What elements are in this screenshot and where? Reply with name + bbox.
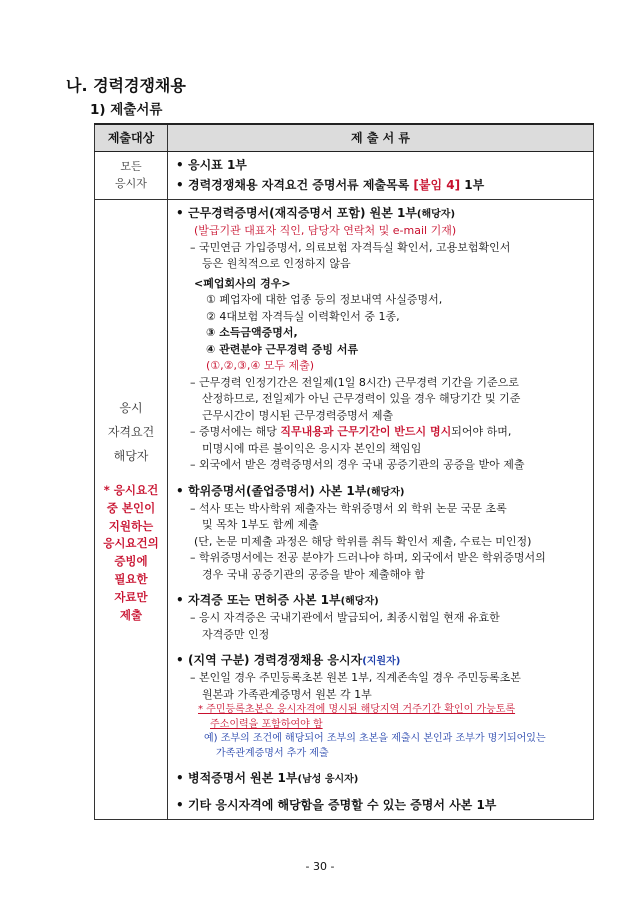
closed-item-3: ③ 소득금액증명서, — [206, 326, 298, 339]
target-note: * 응시요건 중 본인이 지원하는 응시요건의 증빙에 필요한 자료만 제출 — [103, 483, 159, 622]
docs-eligible — [168, 200, 594, 820]
degree-dash-1: – 석사 또는 박사학위 제출자는 학위증명서 외 학위 논문 국문 초록 및 목차 1부도 함께 제출 — [190, 501, 507, 531]
career-dash-4: – 외국에서 받은 경력증명서의 경우 국내 공증기관의 공증을 받아 제출 — [190, 458, 525, 471]
table-row — [95, 200, 594, 820]
closed-item-4: ④ 관련분야 근무경력 증빙 서류 — [206, 342, 359, 356]
career-dash-1: – 국민연금 가입증명서, 의료보험 자격득실 확인서, 고용보험확인서 등은 원칙적으로 인정하지 않음 — [190, 240, 511, 270]
region-note: * 주민등록초본은 응시자격에 명시된 해당지역 거주기간 확인이 가능토록 주소이력을 포함하여야 함 — [198, 704, 516, 730]
target-text: 응시 — [119, 401, 143, 415]
target-eligible — [95, 200, 168, 820]
header-documents: 제 출 서 류 — [168, 124, 594, 152]
career-dash-3: – 증명서에는 해당 직무내용과 근무기간이 반드시 명시되어야 하며, 미명시에 따른 불이익은 응시자 본인의 책임임 — [190, 425, 512, 455]
docs-all — [168, 152, 594, 200]
target-all — [95, 152, 168, 200]
target-text: 모든 — [120, 160, 142, 173]
table-header-row — [95, 124, 594, 152]
region-dash: – 본인일 경우 주민등록초본 원본 1부, 직계존속일 경우 주민등록초본 원본과 가족관계증명서 원본 각 1부 — [190, 671, 521, 701]
list-item: • 자격증 또는 면허증 사본 1부(해당자) — [176, 593, 379, 607]
list-item: • 응시표 1부 — [176, 158, 247, 172]
list-item: • 기타 응시자격에 해당함을 증명할 수 있는 증명서 사본 1부 — [176, 798, 497, 812]
target-text: 자격요건 — [107, 425, 155, 439]
closed-all-note: (①,②,③,④ 모두 제출) — [206, 359, 315, 372]
region-example: 예) 조부의 조건에 해당되어 조부의 초본을 제출시 본인과 조부가 명기되어있는 가족관계증명서 추가 제출 — [204, 733, 546, 759]
closed-item-1: ① 폐업자에 대한 업종 등의 정보내역 사실증명서, — [206, 293, 443, 306]
section-heading: 나. 경력경쟁채용 — [66, 76, 186, 95]
list-item: • (지역 구분) 경력경쟁채용 응시자(지원자) — [176, 653, 401, 667]
subsection-heading: 1) 제출서류 — [90, 102, 163, 118]
license-dash: – 응시 자격증은 국내기관에서 발급되어, 최종시험일 현재 유효한 자격증만 인정 — [190, 611, 500, 641]
closed-item-2: ② 4대보험 자격득실 이력확인서 중 1종, — [206, 309, 400, 323]
closed-company-title: <폐업회사의 경우> — [194, 276, 291, 290]
career-dash-2: – 근무경력 인정기간은 전일제(1일 8시간) 근무경력 기간을 기준으로 산정하므로, 전일제가 아닌 근무경력이 있을 경우 해당기간 및 기준 근무시간이 명시된 근무경력증명서 제출 — [190, 375, 521, 422]
career-red-note: (발급기관 대표자 직인, 담당자 연락처 및 e-mail 기재) — [194, 224, 457, 237]
list-item: • 근무경력증명서(재직증명서 포함) 원본 1부(해당자) — [176, 206, 456, 220]
degree-paren-note: (단, 논문 미제출 과정은 해당 학위를 취득 확인서 제출, 수료는 미인정) — [194, 534, 532, 548]
target-text: 해당자 — [113, 449, 149, 463]
page-number: - 30 - — [305, 860, 335, 873]
list-item: • 경력경쟁채용 자격요건 증명서류 제출목록 [붙임 4] 1부 — [176, 178, 485, 192]
target-text: 응시자 — [115, 176, 147, 190]
table-row — [95, 152, 594, 200]
header-target: 제출대상 — [95, 124, 168, 152]
list-item: • 병적증명서 원본 1부(남성 응시자) — [176, 771, 359, 785]
list-item: • 학위증명서(졸업증명서) 사본 1부(해당자) — [176, 483, 405, 498]
documents-table — [94, 123, 594, 820]
degree-dash-2: – 학위증명서에는 전공 분야가 드러나야 하며, 외국에서 받은 학위증명서의 경우 국내 공증기관의 공증을 받아 제출해야 함 — [190, 551, 546, 581]
